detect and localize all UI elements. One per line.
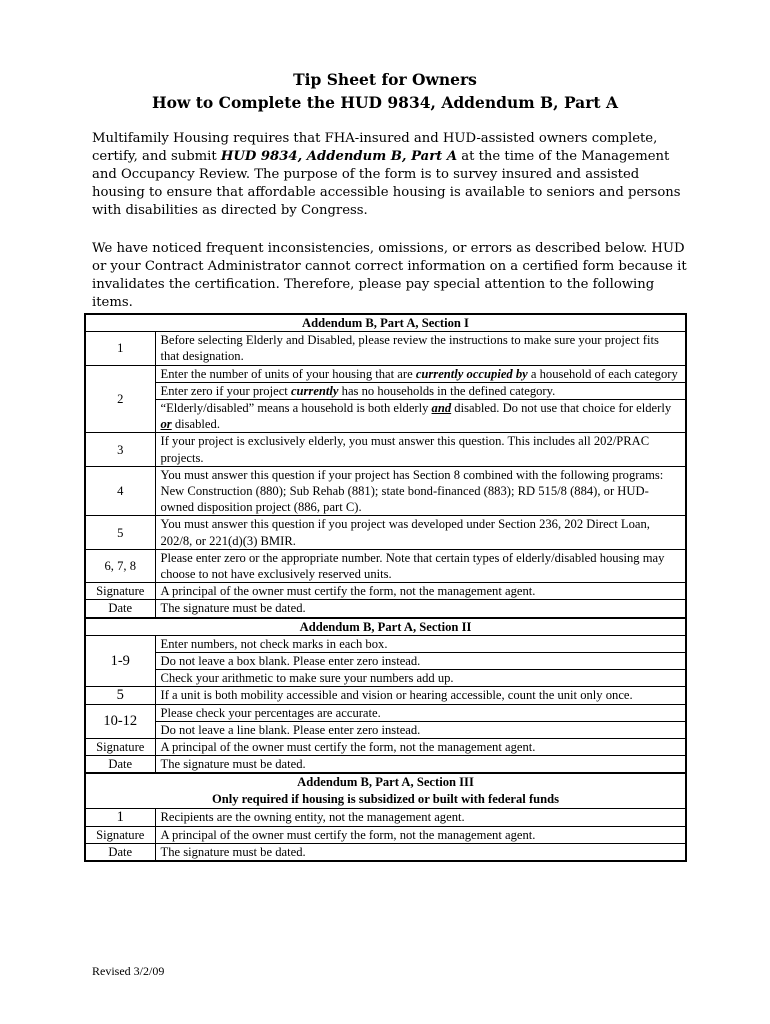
page-subtitle: How to Complete the HUD 9834, Addendum B, Part A [152, 93, 618, 112]
intro-paragraph-2: We have noticed frequent inconsistencies, omissions, or errors as described below. HUD or your Contract Administrator cannot correct information on a certified form because it invalidates the certification. Therefore, please pay special attention to the following items. [92, 241, 687, 310]
table-row [85, 739, 686, 756]
signature-label: Signature [85, 739, 155, 756]
item-tip: Recipients are the owning entity, not the management agent. [155, 809, 686, 826]
page-title: Tip Sheet for Owners [293, 70, 477, 89]
item-tip: Please enter zero or the appropriate number. Note that certain types of elderly/disabled housing may choose to not have exclusively reserved units. [155, 549, 686, 582]
item-number: 3 [85, 433, 155, 466]
tip-text: Enter zero if your project [160, 383, 291, 398]
signature-label: Signature [85, 826, 155, 843]
section-3-subtitle: Only required if housing is subsidized or built with federal funds [211, 792, 560, 807]
table-row [85, 382, 686, 399]
table-row [85, 687, 686, 704]
table-row [85, 516, 686, 549]
tip-emphasis: currently occupied by [415, 366, 528, 381]
form-name: HUD 9834, Addendum B, Part A [220, 149, 458, 164]
item-tip: Do not leave a box blank. Please enter zero instead. [155, 653, 686, 670]
item-tip: Please check your percentages are accurate. [155, 704, 686, 721]
item-tip: You must answer this question if you project was developed under Section 236, 202 Direct Loan, 202/8, or 221(d)(3) BMIR. [155, 516, 686, 549]
intro-text: at the time of the Management and Occupancy Review. The purpose of the form is to survey insured and assisted housing to ensure that affordable accessible housing is available to seniors and persons with disabilities as directed by Congress. [92, 149, 681, 218]
table-row [85, 600, 686, 618]
tip-text: disabled. Do not use that choice for elderly [451, 401, 672, 416]
table-row [85, 721, 686, 738]
table-row [85, 843, 686, 861]
item-tip [155, 400, 686, 433]
section-1-header: Addendum B, Part A, Section I [85, 314, 686, 332]
table-row [85, 365, 686, 382]
table-row [85, 549, 686, 582]
item-tip: Check your arithmetic to make sure your numbers add up. [155, 670, 686, 687]
tip-text: Enter the number of units of your housing that are [160, 366, 416, 381]
section-2-header: Addendum B, Part A, Section II [85, 618, 686, 636]
tip-emphasis: or [160, 417, 172, 432]
item-tip: A principal of the owner must certify the form, not the management agent. [155, 739, 686, 756]
item-number: 1 [85, 809, 155, 826]
table-row [85, 826, 686, 843]
item-number: 10-12 [85, 704, 155, 738]
date-label: Date [85, 600, 155, 618]
item-tip: A principal of the owner must certify the form, not the management agent. [155, 583, 686, 600]
tips-table [84, 313, 687, 862]
section-3-header [85, 773, 686, 809]
table-row [85, 653, 686, 670]
item-tip: Before selecting Elderly and Disabled, please review the instructions to make sure your project fits that designation. [155, 332, 686, 365]
table-row [85, 670, 686, 687]
tip-emphasis: currently [290, 383, 339, 398]
table-row [85, 809, 686, 826]
item-number: 1-9 [85, 635, 155, 687]
intro-text: Multifamily Housing requires that FHA-insured and HUD-assisted owners complete, certify, and submit [92, 131, 658, 164]
tip-emphasis: and [431, 401, 452, 416]
tip-text: disabled. [171, 417, 220, 432]
tip-text: a household of each category [527, 366, 678, 381]
item-tip: If a unit is both mobility accessible and vision or hearing accessible, count the unit only once. [155, 687, 686, 704]
signature-label: Signature [85, 583, 155, 600]
table-row [85, 704, 686, 721]
item-number: 5 [85, 687, 155, 704]
table-row [85, 583, 686, 600]
item-tip: Do not leave a line blank. Please enter zero instead. [155, 721, 686, 738]
date-label: Date [85, 843, 155, 861]
item-number: 5 [85, 516, 155, 549]
item-number: 4 [85, 466, 155, 516]
table-row [85, 433, 686, 466]
table-row [85, 466, 686, 516]
table-row [85, 400, 686, 433]
item-tip: If your project is exclusively elderly, you must answer this question. This includes all 202/PRAC projects. [155, 433, 686, 466]
item-tip: Enter numbers, not check marks in each box. [155, 635, 686, 652]
table-row [85, 635, 686, 652]
section-header-row [85, 773, 686, 809]
item-number: 1 [85, 332, 155, 365]
item-number: 2 [85, 365, 155, 433]
revision-date: Revised 3/2/09 [92, 964, 165, 978]
table-row [85, 332, 686, 365]
date-label: Date [85, 756, 155, 774]
item-number: 6, 7, 8 [85, 549, 155, 582]
item-tip: A principal of the owner must certify the form, not the management agent. [155, 826, 686, 843]
tip-text: has no households in the defined category. [338, 383, 556, 398]
section-header-row [85, 618, 686, 636]
item-tip [155, 382, 686, 399]
tip-text: “Elderly/disabled” means a household is both elderly [160, 401, 432, 416]
table-row [85, 756, 686, 774]
section-header-row [85, 314, 686, 332]
item-tip: The signature must be dated. [155, 843, 686, 861]
item-tip: The signature must be dated. [155, 756, 686, 774]
section-3-title: Addendum B, Part A, Section III [297, 775, 474, 790]
item-tip: The signature must be dated. [155, 600, 686, 618]
item-tip [155, 365, 686, 382]
intro-paragraph-1 [92, 130, 692, 220]
item-tip: You must answer this question if your project has Section 8 combined with the following programs: New Construction (880); Sub Rehab (881); state bond-financed (883); RD 515/8 (884), or HUD-owned disposition project (886, part C). [155, 466, 686, 516]
